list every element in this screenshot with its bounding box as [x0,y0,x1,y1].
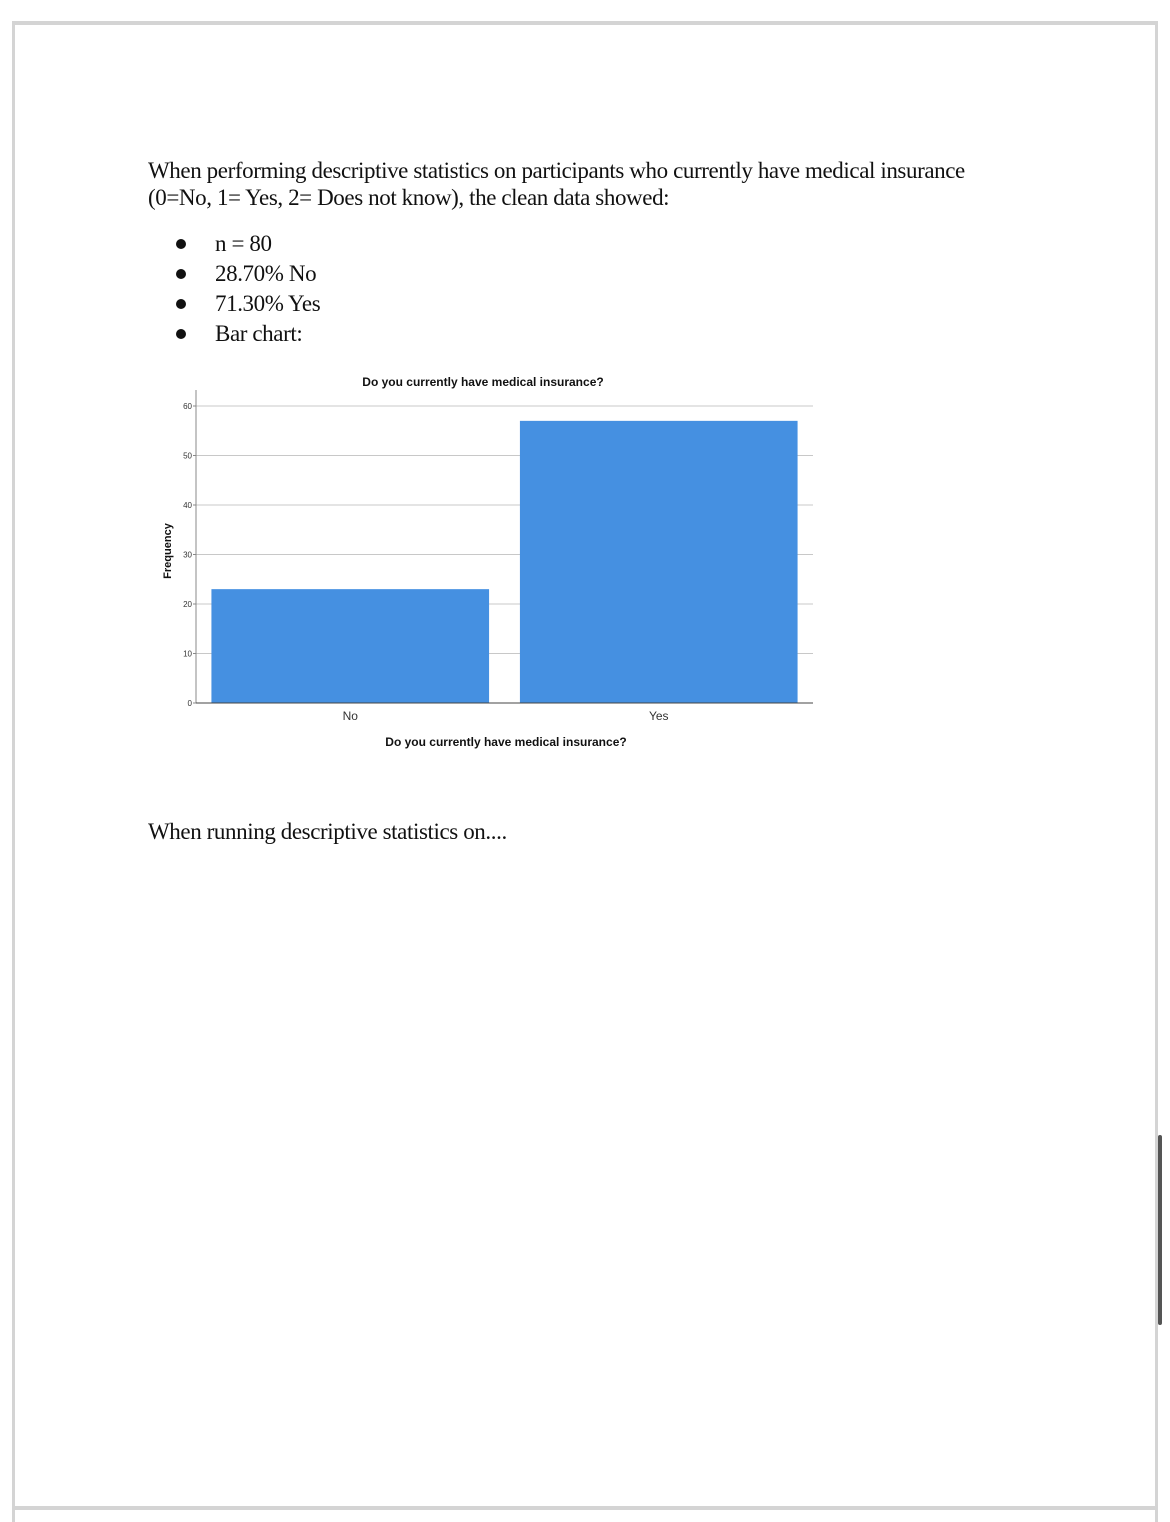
bar-no [211,589,489,703]
summary-list [148,229,320,349]
closing-paragraph: When running descriptive statistics on.... [148,819,507,844]
list-item-text: Bar chart: [215,321,303,346]
list-item-text: 28.70% No [215,261,317,286]
bullet-icon [176,299,186,309]
y-axis-label: Frequency [162,523,174,579]
list-item [148,319,320,349]
intro-paragraph: When performing descriptive statistics on participants who currently have medical insurance (0=No, 1= Yes, 2= Does not know), the clean data showed: [148,158,965,210]
x-tick-label: Yes [648,709,669,723]
chart-title: Do you currently have medical insurance? [362,375,604,389]
x-tick-label: No [342,709,358,723]
list-item [148,289,320,319]
list-item [148,229,320,259]
y-tick-label: 40 [183,501,192,510]
list-item-text: 71.30% Yes [215,291,321,316]
bullet-icon [176,239,186,249]
page-border-bottom [12,1506,1158,1510]
x-axis-label: Do you currently have medical insurance? [385,735,627,749]
list-item-text: n = 80 [215,231,272,256]
bar-chart [150,366,830,756]
scrollbar-thumb[interactable] [1158,1135,1162,1325]
y-tick-label: 30 [183,550,192,560]
list-item [148,259,320,289]
chart-svg [150,366,830,756]
page-border-left [12,21,15,1522]
bars [211,421,797,703]
y-tick-label: 50 [183,451,192,461]
y-tick-label: 20 [183,600,192,609]
y-tick-label: 60 [183,402,192,411]
y-tick-label: 0 [187,699,192,708]
y-tick-label: 10 [183,649,192,659]
bar-yes [520,421,798,703]
bullet-icon [176,329,186,339]
bullet-icon [176,269,186,279]
page-border-top [12,21,1158,25]
